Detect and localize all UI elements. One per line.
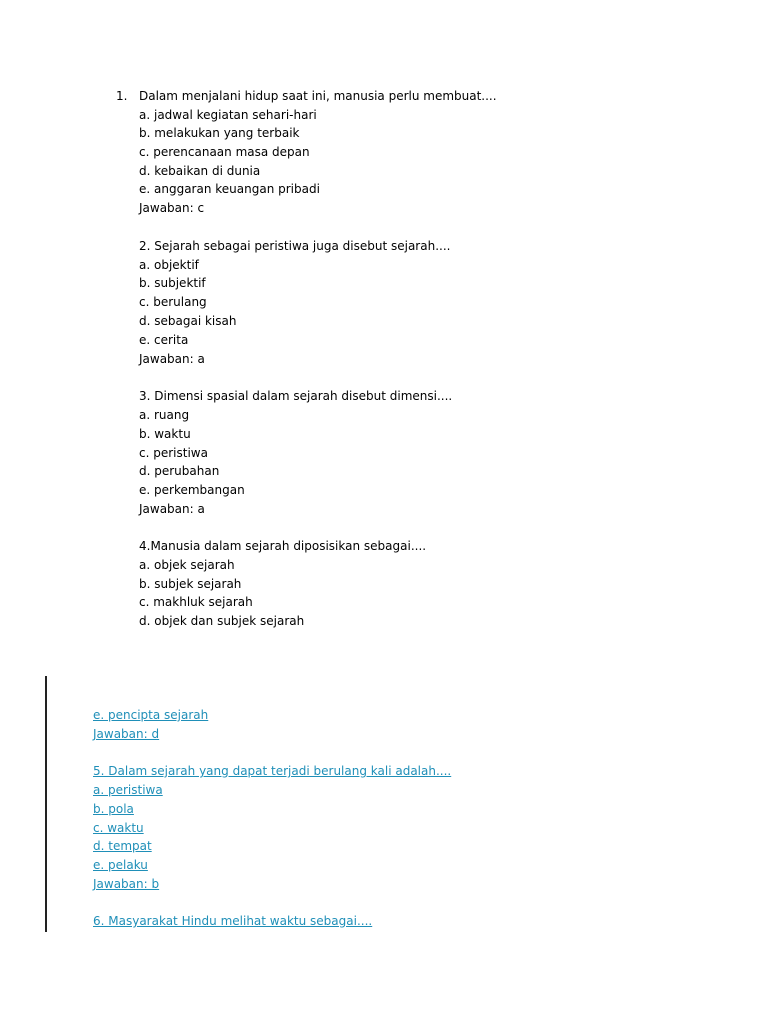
q3-option-e: e. perkembangan [139,483,245,497]
q1-answer: Jawaban: c [139,201,205,215]
q3-option-d: d. perubahan [139,464,220,478]
question-1-text: Dalam menjalani hidup saat ini, manusia perlu membuat.... [139,89,497,103]
q5-option-a-link[interactable]: a. peristiwa [93,783,163,797]
q1-option-e: e. anggaran keuangan pribadi [139,182,320,196]
q3-answer: Jawaban: a [139,502,205,516]
q5-option-d-link[interactable]: d. tempat [93,839,152,853]
q3-option-c: c. peristiwa [139,446,208,460]
q2-option-d: d. sebagai kisah [139,314,237,328]
q1-option-c: c. perencanaan masa depan [139,145,310,159]
margin-rule [45,676,47,932]
q5-option-c-link[interactable]: c. waktu [93,821,144,835]
q4-option-b: b. subjek sejarah [139,577,242,591]
question-6-link[interactable]: 6. Masyarakat Hindu melihat waktu sebagai.... [93,914,373,928]
question-5-link[interactable]: 5. Dalam sejarah yang dapat terjadi berulang kali adalah.... [93,764,452,778]
question-3-text: 3. Dimensi spasial dalam sejarah disebut dimensi.... [139,389,453,403]
q4-answer-link[interactable]: Jawaban: d [93,727,160,741]
q1-option-a: a. jadwal kegiatan sehari-hari [139,108,317,122]
q2-option-b: b. subjektif [139,276,206,290]
q2-option-c: c. berulang [139,295,207,309]
q1-option-b: b. melakukan yang terbaik [139,126,300,140]
q4-option-c: c. makhluk sejarah [139,595,253,609]
q3-option-a: a. ruang [139,408,190,422]
question-4-text: 4.Manusia dalam sejarah diposisikan sebagai.... [139,539,427,553]
q5-option-e-link[interactable]: e. pelaku [93,858,148,872]
q5-answer-link[interactable]: Jawaban: b [93,877,160,891]
q4-option-d: d. objek dan subjek sejarah [139,614,305,628]
q1-option-d: d. kebaikan di dunia [139,164,261,178]
q2-option-e: e. cerita [139,333,189,347]
q2-option-a: a. objektif [139,258,199,272]
q5-option-b-link[interactable]: b. pola [93,802,134,816]
question-2-text: 2. Sejarah sebagai peristiwa juga disebut sejarah.... [139,239,451,253]
q2-answer: Jawaban: a [139,352,205,366]
question-number: 1. [116,89,128,103]
q4-option-e-link[interactable]: e. pencipta sejarah [93,708,209,722]
q3-option-b: b. waktu [139,427,191,441]
q4-option-a: a. objek sejarah [139,558,235,572]
